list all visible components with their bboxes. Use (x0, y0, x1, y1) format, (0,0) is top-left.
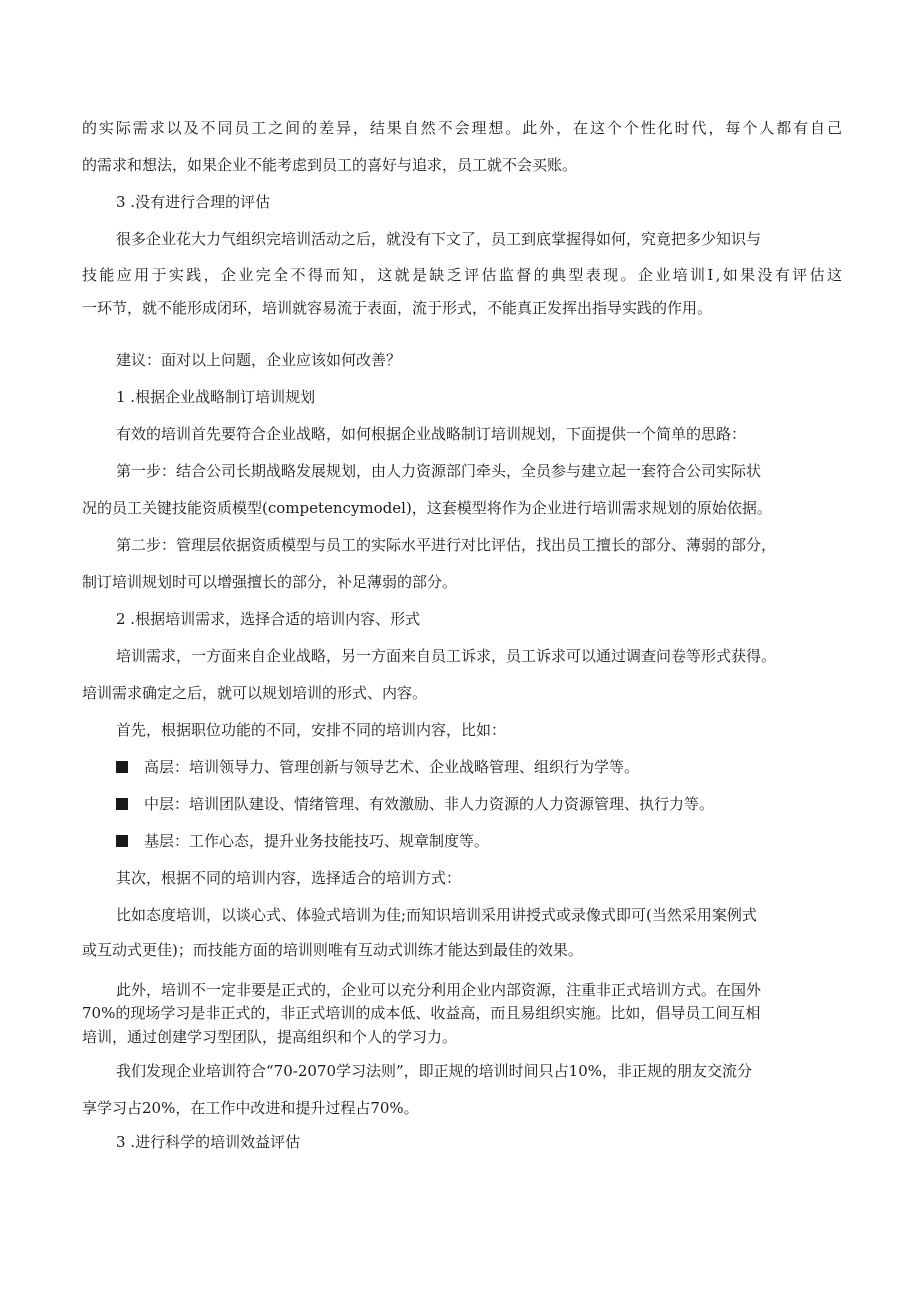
section-heading: 3 .进行科学的培训效益评估 (116, 1133, 301, 1151)
paragraph-line: 况的员工关键技能资质模型(competencymodel)，这套模型将作为企业进行培训需求规划的原始依据。 (82, 499, 772, 517)
paragraph-line: 有效的培训首先要符合企业战略，如何根据企业战略制订培训规划，下面提供一个简单的思路： (116, 425, 747, 443)
bullet-item (116, 757, 639, 777)
paragraph-line: 享学习占20%，在工作中改进和提升过程占70%。 (82, 1099, 419, 1117)
paragraph-line: 一环节，就不能形成闭环，培训就容易流于表面，流于形式，不能真正发挥出指导实践的作用。 (82, 299, 713, 317)
bullet-item (116, 794, 714, 814)
paragraph-line: 70%的现场学习是非正式的，非正式培训的成本低、收益高，而且易组织实施。比如，倡导员工间互相 (82, 1004, 761, 1022)
paragraph-line: 培训，通过创建学习型团队，提高组织和个人的学习力。 (82, 1028, 458, 1046)
paragraph-line: 或互动式更佳)；而技能方面的培训则唯有互动式训练才能达到最佳的效果。 (82, 941, 583, 959)
section-heading: 2 .根据培训需求，选择合适的培训内容、形式 (116, 610, 421, 628)
suggestion-heading: 建议：面对以上问题，企业应该如何改善？ (116, 351, 402, 369)
paragraph-line: 制订培训规划时可以增强擅长的部分，补足薄弱的部分。 (82, 573, 458, 591)
section-heading: 1 .根据企业战略制订培训规划 (116, 388, 316, 406)
paragraph-line: 的实际需求以及不同员工之间的差异，结果自然不会理想。此外，在这个个性化时代，每个人都有自己 (82, 119, 842, 137)
square-bullet-icon (116, 798, 128, 810)
paragraph-line: 第一步：结合公司长期战略发展规划，由人力资源部门牵头，全员参与建立起一套符合公司实际状 (116, 462, 762, 480)
bullet-item (116, 831, 489, 851)
paragraph-line: 首先，根据职位功能的不同，安排不同的培训内容，比如： (116, 721, 507, 739)
paragraph-line: 其次，根据不同的培训内容，选择适合的培训方式： (116, 869, 462, 887)
paragraph-line: 此外，培训不一定非要是正式的，企业可以充分利用企业内部资源，注重非正式培训方式。在国外 (116, 981, 762, 999)
paragraph-line: 培训需求，一方面来自企业战略，另一方面来自员工诉求，员工诉求可以通过调查问卷等形式获得。 (116, 647, 777, 665)
square-bullet-icon (116, 835, 128, 847)
paragraph-line: 比如态度培训，以谈心式、体验式培训为佳;而知识培训采用讲授式或录像式即可(当然采用案例式 (116, 906, 757, 924)
section-heading: 3 .没有进行合理的评估 (116, 193, 271, 211)
bullet-text: 基层：工作心态，提升业务技能技巧、规章制度等。 (144, 832, 490, 850)
paragraph-line: 第二步：管理层依据资质模型与员工的实际水平进行对比评估，找出员工擅长的部分、薄弱的部分， (116, 536, 777, 554)
paragraph-line: 很多企业花大力气组织完培训活动之后，就没有下文了，员工到底掌握得如何，究竟把多少知识与 (116, 230, 762, 248)
paragraph-line: 的需求和想法，如果企业不能考虑到员工的喜好与追求，员工就不会买账。 (82, 156, 578, 174)
square-bullet-icon (116, 761, 128, 773)
paragraph-line: 技能应用于实践，企业完全不得而知，这就是缺乏评估监督的典型表现。企业培训Ⅰ,如果没有评估这 (82, 266, 842, 284)
bullet-text: 高层：培训领导力、管理创新与领导艺术、企业战略管理、组织行为学等。 (144, 758, 640, 776)
paragraph-line: 培训需求确定之后，就可以规划培训的形式、内容。 (82, 684, 428, 702)
bullet-text: 中层：培训团队建设、情绪管理、有效激励、非人力资源的人力资源管理、执行力等。 (144, 795, 715, 813)
paragraph-line: 我们发现企业培训符合“70-2070学习法则”，即正规的培训时间只占10%，非正规的朋友交流分 (116, 1062, 753, 1080)
